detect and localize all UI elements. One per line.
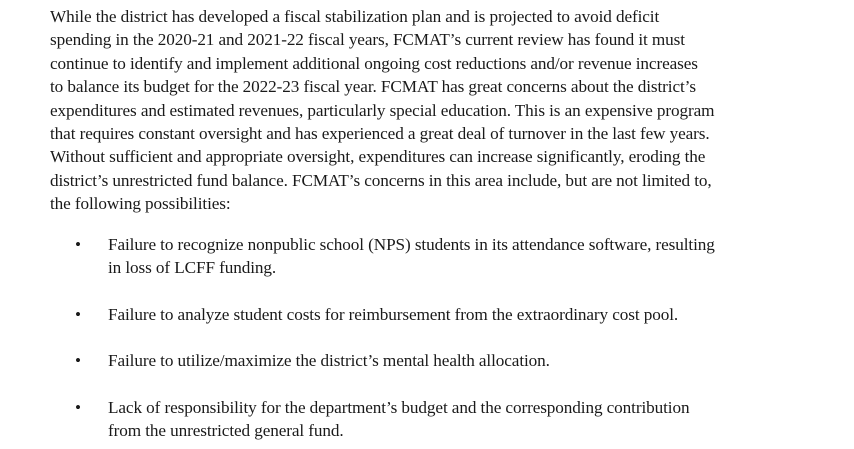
intro-paragraph [50,5,850,216]
list-item-line: in loss of LCFF funding. [108,258,277,278]
paragraph-line: spending in the 2020-21 and 2021-22 fiscal years, FCMAT’s current review has found it must [50,30,685,50]
paragraph-line: district’s unrestricted fund balance. FCMAT’s concerns in this area include, but are not limited to, [50,170,712,190]
list-item-line: from the unrestricted general fund. [108,421,344,441]
paragraph-line: continue to identify and implement additional ongoing cost reductions and/or revenue increases [50,53,698,73]
paragraph-line: to balance its budget for the 2022-23 fiscal year. FCMAT has great concerns about the district’s [50,77,696,97]
list-item-line: Lack of responsibility for the department’s budget and the corresponding contribution [108,398,690,417]
list-item-line: Failure to utilize/maximize the district’s mental health allocation. [108,351,550,370]
list-item-text [108,233,848,280]
list-item-text [108,396,848,443]
paragraph-line: While the district has developed a fiscal stabilization plan and is projected to avoid deficit [50,7,660,26]
bullet-icon: • [75,305,81,324]
bullet-icon: • [75,235,81,254]
paragraph-line: expenditures and estimated revenues, particularly special education. This is an expensive program [50,100,715,120]
paragraph-line: that requires constant oversight and has experienced a great deal of turnover in the last few years. [50,124,710,144]
paragraph-line: the following possibilities: [50,194,231,214]
list-item-line: Failure to analyze student costs for reimbursement from the extraordinary cost pool. [108,305,679,324]
list-item-line: Failure to recognize nonpublic school (NPS) students in its attendance software, resulting [108,235,715,254]
list-item-text [108,349,848,372]
bullet-icon: • [75,351,81,370]
bullet-icon: • [75,398,81,417]
list-item-text [108,303,848,326]
paragraph-line: Without sufficient and appropriate oversight, expenditures can increase significantly, eroding the [50,147,706,167]
